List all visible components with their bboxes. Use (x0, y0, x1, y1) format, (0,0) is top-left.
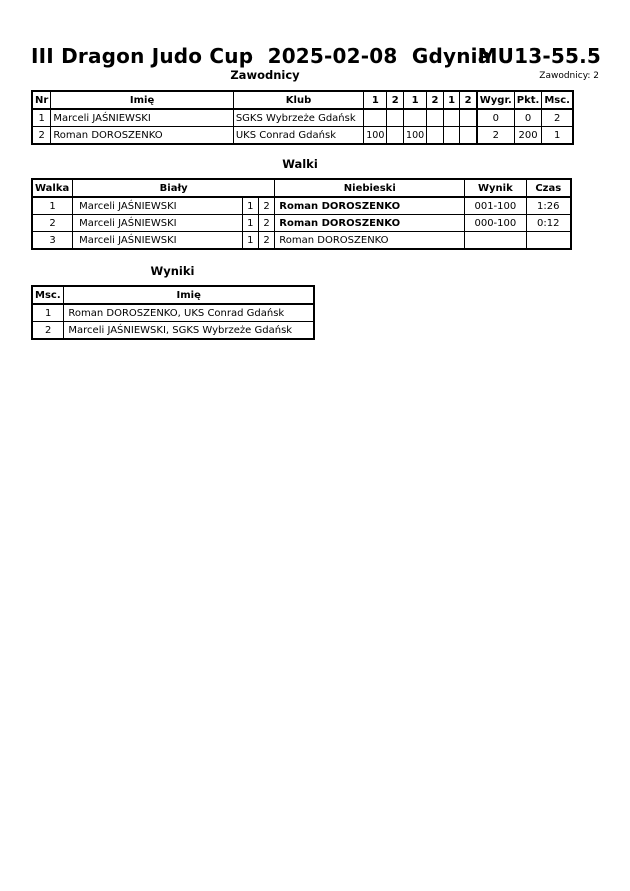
cell-club: SGKS Wybrzeże Gdańsk (233, 109, 363, 127)
col-nr: Nr (32, 91, 51, 109)
cell-fight-no: 3 (32, 232, 73, 250)
cell-name: Roman DOROSZENKO (51, 127, 234, 145)
col-wins: Wygr. (477, 91, 515, 109)
cell-result: 100 (404, 127, 427, 145)
col-name: Imię (64, 286, 314, 304)
col-name: Imię (51, 91, 234, 109)
cell-place: 2 (542, 109, 573, 127)
competitors-table (31, 90, 574, 145)
cell-white: Marceli JAŚNIEWSKI (73, 215, 243, 232)
fights-heading: Walki (282, 157, 318, 171)
cell-time (526, 232, 571, 250)
cell-points: 200 (514, 127, 542, 145)
table-row (32, 215, 571, 232)
cell-w2: 2 (258, 197, 274, 215)
event-name: III Dragon Judo Cup (31, 44, 254, 68)
fights-table (31, 178, 572, 250)
cell-name: Marceli JAŚNIEWSKI, SGKS Wybrzeże Gdańsk (64, 322, 314, 340)
cell-result (364, 109, 387, 127)
cell-blue: Roman DOROSZENKO (275, 215, 465, 232)
cell-score: 001-100 (465, 197, 526, 215)
cell-fight-no: 2 (32, 215, 73, 232)
cell-nr: 1 (32, 109, 51, 127)
table-row (32, 109, 573, 127)
table-row (32, 127, 573, 145)
cell-name: Marceli JAŚNIEWSKI (51, 109, 234, 127)
cell-time: 1:26 (526, 197, 571, 215)
cell-name: Roman DOROSZENKO, UKS Conrad Gdańsk (64, 304, 314, 322)
results-heading: Wyniki (150, 264, 195, 278)
page-title (31, 44, 601, 68)
cell-white: Marceli JAŚNIEWSKI (73, 197, 243, 215)
weight-category: MU13-55.5 (477, 44, 601, 68)
event-city: Gdynia (411, 44, 492, 68)
cell-w1: 1 (242, 232, 258, 250)
cell-result (460, 127, 477, 145)
cell-result (427, 109, 444, 127)
cell-w1: 1 (242, 197, 258, 215)
cell-score (465, 232, 526, 250)
competitors-heading: Zawodnicy (230, 68, 300, 82)
event-date: 2025-02-08 (267, 44, 398, 68)
cell-result (387, 109, 404, 127)
fights-header-row (32, 179, 571, 197)
col-score: Wynik (465, 179, 526, 197)
cell-fight-no: 1 (32, 197, 73, 215)
cell-place: 2 (32, 322, 64, 340)
cell-points: 0 (514, 109, 542, 127)
cell-result (404, 109, 427, 127)
cell-score: 000-100 (465, 215, 526, 232)
competitors-header-row (32, 91, 573, 109)
cell-result (443, 109, 460, 127)
col-place: Msc. (32, 286, 64, 304)
cell-wins: 0 (477, 109, 515, 127)
results-table (31, 285, 315, 340)
cell-nr: 2 (32, 127, 51, 145)
col-r1: 1 (364, 91, 387, 109)
table-row (32, 232, 571, 250)
cell-time: 0:12 (526, 215, 571, 232)
cell-w1: 1 (242, 215, 258, 232)
cell-result (460, 109, 477, 127)
col-r3: 1 (404, 91, 427, 109)
cell-result: 100 (364, 127, 387, 145)
col-blue: Niebieski (275, 179, 465, 197)
cell-place: 1 (542, 127, 573, 145)
cell-place: 1 (32, 304, 64, 322)
cell-result (387, 127, 404, 145)
col-r5: 1 (443, 91, 460, 109)
cell-result (443, 127, 460, 145)
table-row (32, 322, 314, 340)
col-white: Biały (73, 179, 275, 197)
cell-result (427, 127, 444, 145)
col-points: Pkt. (514, 91, 542, 109)
col-club: Klub (233, 91, 363, 109)
results-header-row (32, 286, 314, 304)
cell-blue: Roman DOROSZENKO (275, 197, 465, 215)
col-r2: 2 (387, 91, 404, 109)
cell-wins: 2 (477, 127, 515, 145)
col-time: Czas (526, 179, 571, 197)
cell-white: Marceli JAŚNIEWSKI (73, 232, 243, 250)
col-place: Msc. (542, 91, 573, 109)
table-row (32, 197, 571, 215)
competitor-count: Zawodnicy: 2 (539, 71, 599, 81)
col-fight: Walka (32, 179, 73, 197)
cell-w2: 2 (258, 215, 274, 232)
col-r6: 2 (460, 91, 477, 109)
cell-w2: 2 (258, 232, 274, 250)
col-r4: 2 (427, 91, 444, 109)
cell-blue: Roman DOROSZENKO (275, 232, 465, 250)
cell-club: UKS Conrad Gdańsk (233, 127, 363, 145)
table-row (32, 304, 314, 322)
